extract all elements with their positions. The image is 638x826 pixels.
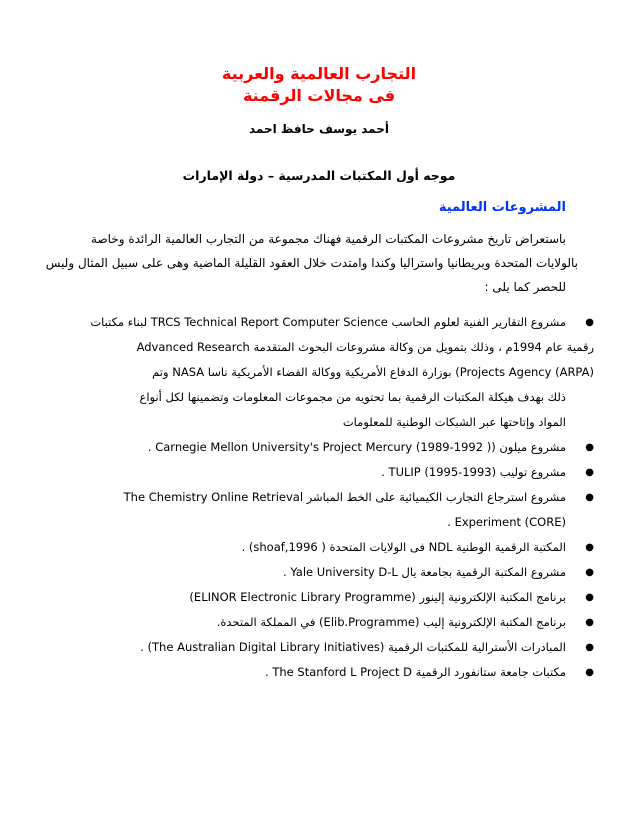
list-item: [66, 610, 594, 635]
list-item: [66, 660, 594, 685]
bullet-icon: ●: [585, 567, 594, 578]
list-item-line: مشروع المكتبة الرقمية بجامعة يال Yale University D-L .: [283, 565, 566, 579]
list-item-line: مشروع ميلون (Carnegie Mellon University's Project Mercury (1989-1992 ) .: [147, 440, 566, 454]
bullet-icon: ●: [585, 467, 594, 478]
author-name: أحمد يوسف حافظ احمد: [249, 122, 389, 136]
list-item: [66, 585, 594, 610]
bullet-icon: ●: [585, 442, 594, 453]
project-list: [66, 310, 594, 685]
bullet-icon: ●: [585, 642, 594, 653]
list-item-line: Projects Agency (ARPA)) بوزارة الدفاع الأمريكية ووكالة الفضاء الأمريكية ناسا NASA وتم: [152, 365, 594, 379]
bullet-icon: ●: [585, 542, 594, 553]
list-item: [66, 435, 594, 460]
bullet-icon: ●: [585, 492, 594, 503]
list-item-line: المكتبة الرقمية الوطنية NDL فى الولايات المتحدة ( shoaf,1996) .: [241, 540, 566, 554]
list-item-line: رقمية عام 1994م ، وذلك بتمويل من وكالة مشروعات البحوث المتقدمة Advanced Research: [136, 340, 594, 354]
title-line-2: فى مجالات الرقمنة: [242, 86, 396, 105]
bullet-icon: ●: [585, 592, 594, 603]
list-item-line: (Experiment (CORE .: [447, 515, 566, 529]
list-item-line: مشروع استرجاع التجارب الكيميائية على الخط المباشر The Chemistry Online Retrieval: [123, 490, 566, 504]
section-heading: المشروعات العالمية: [438, 200, 566, 215]
list-item-line: مشروع التقارير الفنية لعلوم الحاسب TRCS Technical Report Computer Science لبناء مكتبات: [90, 315, 566, 329]
list-item-line: مشروع توليب (1993-1995) TULIP .: [381, 465, 566, 479]
list-item: [66, 310, 594, 435]
list-item-line: برنامج المكتبة الإلكترونية إليب (Elib.Programme) في المملكة المتحدة.: [216, 615, 566, 629]
list-item-line: مكتبات جامعة ستانفورد الرقمية The Stanford L Project D .: [265, 665, 566, 679]
list-item: [66, 560, 594, 585]
list-item: [66, 485, 594, 535]
bullet-icon: ●: [585, 317, 594, 328]
author-position: موجه أول المكتبات المدرسية – دولة الإمارات: [182, 168, 456, 183]
intro-line-1: باستعراض تاريخ مشروعات المكتبات الرقمية فهناك مجموعة من التجارب العالمية الرائدة وخاصة: [91, 232, 566, 246]
list-item-line: ذلك بهدف هيكلة المكتبات الرقمية بما تحتويه من مجموعات المعلومات وتضمينها لكل أنواع: [139, 390, 566, 404]
list-item: [66, 535, 594, 560]
list-item-line: المبادرات الأسترالية للمكتبات الرقمية (The Australian Digital Library Initiatives) .: [140, 640, 566, 654]
bullet-icon: ●: [585, 667, 594, 678]
intro-line-3: للحصر كما يلى :: [484, 280, 566, 294]
list-item: [66, 635, 594, 660]
list-item-line: المواد وإتاحتها عبر الشبكات الوطنية للمعلومات: [342, 415, 566, 429]
title-line-1: التجارب العالمية والعربية: [221, 64, 417, 83]
bullet-icon: ●: [585, 617, 594, 628]
list-item: [66, 460, 594, 485]
list-item-line: برنامج المكتبة الإلكترونية إلينور (ELINOR Electronic Library Programme): [189, 590, 566, 604]
intro-line-2: بالولايات المتحدة وبريطانيا واستراليا وكندا وامتدت خلال العقود القليلة الماضية وهى على سبيل المثال وليس: [45, 256, 578, 270]
